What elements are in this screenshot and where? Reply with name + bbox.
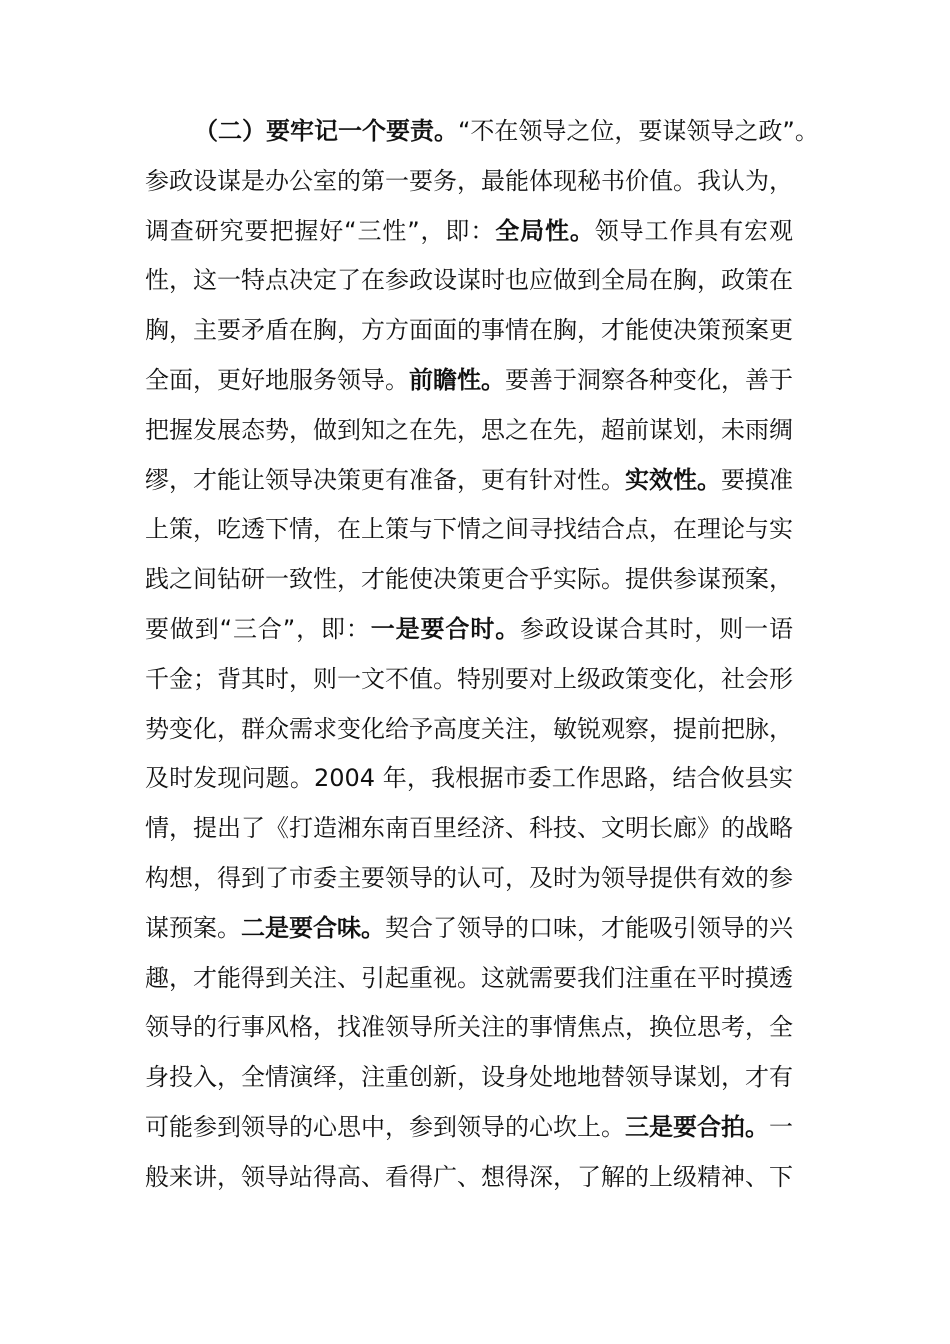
text-run: 参政设谋合其时，则一语 xyxy=(520,615,794,643)
text-line xyxy=(145,166,793,196)
text-run: 般来讲，领导站得高、看得广、想得深，了解的上级精神、下 xyxy=(145,1162,793,1191)
bold-heading-run: 二是要合味。 xyxy=(241,913,385,942)
text-line xyxy=(145,514,793,544)
text-run: 要善于洞察各种变化，善于 xyxy=(505,366,793,394)
text-run: 谋预案。 xyxy=(145,913,241,942)
text-line xyxy=(145,1112,793,1142)
text-run: 参政设谋是办公室的第一要务，最能体现秘书价值。我认为， xyxy=(145,166,793,195)
text-run: 践之间钻研一致性，才能使决策更合乎实际。提供参谋预案， xyxy=(145,565,793,594)
bold-heading-run: 前瞻性。 xyxy=(409,366,505,394)
text-line xyxy=(145,265,793,295)
text-run: 契合了领导的口味，才能吸引领导的兴 xyxy=(385,913,793,942)
text-line xyxy=(145,714,793,744)
bold-heading-run: 实效性。 xyxy=(625,465,721,494)
text-line xyxy=(145,465,793,495)
text-run: 上策，吃透下情，在上策与下情之间寻找结合点，在理论与实 xyxy=(145,515,793,544)
text-line xyxy=(145,216,793,246)
text-line xyxy=(145,1062,793,1092)
text-run: 构想，得到了市委主要领导的认可，及时为领导提供有效的参 xyxy=(145,864,793,892)
text-run: 要做到“三合”，即： xyxy=(145,615,371,643)
bold-heading-run: 一是要合时。 xyxy=(370,615,521,643)
text-run: 缪，才能让领导决策更有准备，更有针对性。 xyxy=(145,465,625,494)
text-line xyxy=(145,365,793,395)
text-line xyxy=(145,913,793,943)
text-run: 调查研究要把握好“三性”，即： xyxy=(145,216,496,245)
text-run: 要摸准 xyxy=(721,465,793,494)
text-line xyxy=(145,763,793,793)
text-line xyxy=(145,863,793,893)
text-run: 性，这一特点决定了在参政设谋时也应做到全局在胸，政策在 xyxy=(145,266,793,295)
text-run: 胸，主要矛盾在胸，方方面面的事情在胸，才能使决策预案更 xyxy=(145,316,793,345)
text-run: 全面，更好地服务领导。 xyxy=(145,366,409,394)
text-run: 身投入，全情演绎，注重创新，设身处地地替领导谋划，才有 xyxy=(145,1063,793,1092)
text-line xyxy=(145,415,793,445)
text-run: 势变化，群众需求变化给予高度关注，敏锐观察，提前把脉， xyxy=(145,714,793,743)
text-line xyxy=(145,614,793,644)
text-run: 把握发展态势，做到知之在先，思之在先，超前谋划，未雨绸 xyxy=(145,415,793,444)
text-line xyxy=(194,116,819,146)
text-run: “不在领导之位，要谋领导之政”。 xyxy=(458,117,819,145)
text-line xyxy=(145,564,793,594)
text-line xyxy=(145,315,793,345)
text-run: 可能参到领导的心思中，参到领导的心坎上。 xyxy=(145,1113,625,1141)
text-line xyxy=(145,813,793,843)
text-run: 千金；背其时，则一文不值。特别要对上级政策变化，社会形 xyxy=(145,664,793,693)
text-run: 领导的行事风格，找准领导所关注的事情焦点，换位思考，全 xyxy=(145,1013,793,1042)
bold-heading-run: （二）要牢记一个要责。 xyxy=(194,117,458,145)
bold-heading-run: 全局性。 xyxy=(495,216,595,245)
text-run: 一 xyxy=(769,1113,793,1141)
text-line xyxy=(145,664,793,694)
text-run: 趣，才能得到关注、引起重视。这就需要我们注重在平时摸透 xyxy=(145,963,793,992)
bold-heading-run: 三是要合拍。 xyxy=(625,1113,769,1141)
text-run: 情，提出了《打造湘东南百里经济、科技、文明长廊》的战略 xyxy=(145,814,793,843)
text-run: 及时发现问题。2004 年，我根据市委工作思路，结合攸县实 xyxy=(145,764,793,793)
text-run: 领导工作具有宏观 xyxy=(594,216,794,245)
text-line xyxy=(145,963,793,993)
text-line xyxy=(145,1012,793,1042)
text-line xyxy=(145,1162,793,1192)
